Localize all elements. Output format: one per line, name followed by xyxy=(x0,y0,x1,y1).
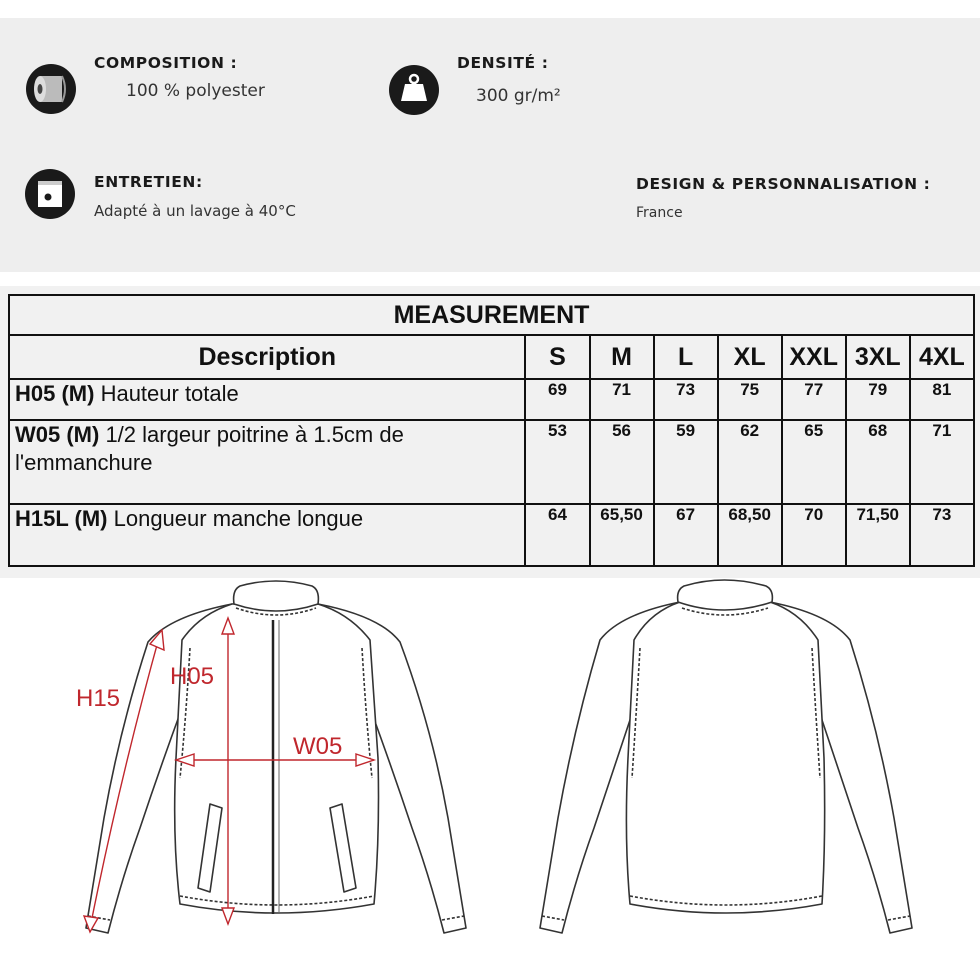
row-value-xl: 62 xyxy=(718,420,782,504)
row-text: 1/2 largeur poitrine à 1.5cm de l'emmanchure xyxy=(15,422,404,475)
size-header-4xl: 4XL xyxy=(910,335,974,379)
row-value-m: 71 xyxy=(590,379,654,420)
product-info-panel xyxy=(0,18,980,272)
table-row xyxy=(9,504,974,566)
density-value: 300 gr/m² xyxy=(476,86,561,106)
size-header-m: M xyxy=(590,335,654,379)
row-description xyxy=(9,504,525,566)
row-value-m: 56 xyxy=(590,420,654,504)
h05-label: H05 xyxy=(170,663,215,690)
row-value-xxl: 77 xyxy=(782,379,846,420)
row-value-xxl: 65 xyxy=(782,420,846,504)
row-value-3xl: 71,50 xyxy=(846,504,910,566)
fabric-roll-icon xyxy=(26,64,76,114)
composition-label: COMPOSITION : xyxy=(94,54,238,72)
care-label: ENTRETIEN: xyxy=(94,173,203,191)
weight-icon xyxy=(389,65,439,115)
row-value-4xl: 71 xyxy=(910,420,974,504)
row-description xyxy=(9,420,525,504)
size-header-s: S xyxy=(525,335,589,379)
row-description xyxy=(9,379,525,420)
table-title: MEASUREMENT xyxy=(9,295,974,335)
measurement-panel xyxy=(0,286,980,578)
size-header-l: L xyxy=(654,335,718,379)
measurement-table xyxy=(8,294,975,567)
row-value-l: 59 xyxy=(654,420,718,504)
row-value-3xl: 68 xyxy=(846,420,910,504)
row-text: Longueur manche longue xyxy=(107,506,364,531)
table-row xyxy=(9,379,974,420)
row-value-m: 65,50 xyxy=(590,504,654,566)
row-code: H15L (M) xyxy=(15,506,108,531)
row-value-3xl: 79 xyxy=(846,379,910,420)
size-header-xl: XL xyxy=(718,335,782,379)
h15-label: H15 xyxy=(76,685,121,712)
table-header-row xyxy=(9,335,974,379)
w05-label: W05 xyxy=(293,733,343,760)
row-text: Hauteur totale xyxy=(94,381,239,406)
row-value-4xl: 81 xyxy=(910,379,974,420)
h05-arrow-bottom xyxy=(222,908,234,924)
design-label: DESIGN & PERSONNALISATION : xyxy=(636,175,931,193)
composition-value: 100 % polyester xyxy=(126,81,265,101)
row-value-l: 73 xyxy=(654,379,718,420)
jacket-front-drawing xyxy=(86,581,466,933)
description-header: Description xyxy=(9,335,525,379)
row-value-4xl: 73 xyxy=(910,504,974,566)
table-row xyxy=(9,420,974,504)
row-code: W05 (M) xyxy=(15,422,100,447)
jacket-back-drawing xyxy=(540,580,912,933)
design-value: France xyxy=(636,205,683,221)
size-header-xxl: XXL xyxy=(782,335,846,379)
row-value-xl: 75 xyxy=(718,379,782,420)
row-value-s: 53 xyxy=(525,420,589,504)
jacket-diagram xyxy=(0,578,980,980)
row-code: H05 (M) xyxy=(15,381,95,406)
row-value-s: 69 xyxy=(525,379,589,420)
size-header-3xl: 3XL xyxy=(846,335,910,379)
row-value-l: 67 xyxy=(654,504,718,566)
care-value: Adapté à un lavage à 40°C xyxy=(94,202,296,220)
row-value-xxl: 70 xyxy=(782,504,846,566)
washing-machine-icon xyxy=(25,169,75,219)
row-value-s: 64 xyxy=(525,504,589,566)
row-value-xl: 68,50 xyxy=(718,504,782,566)
density-label: DENSITÉ : xyxy=(457,54,549,72)
